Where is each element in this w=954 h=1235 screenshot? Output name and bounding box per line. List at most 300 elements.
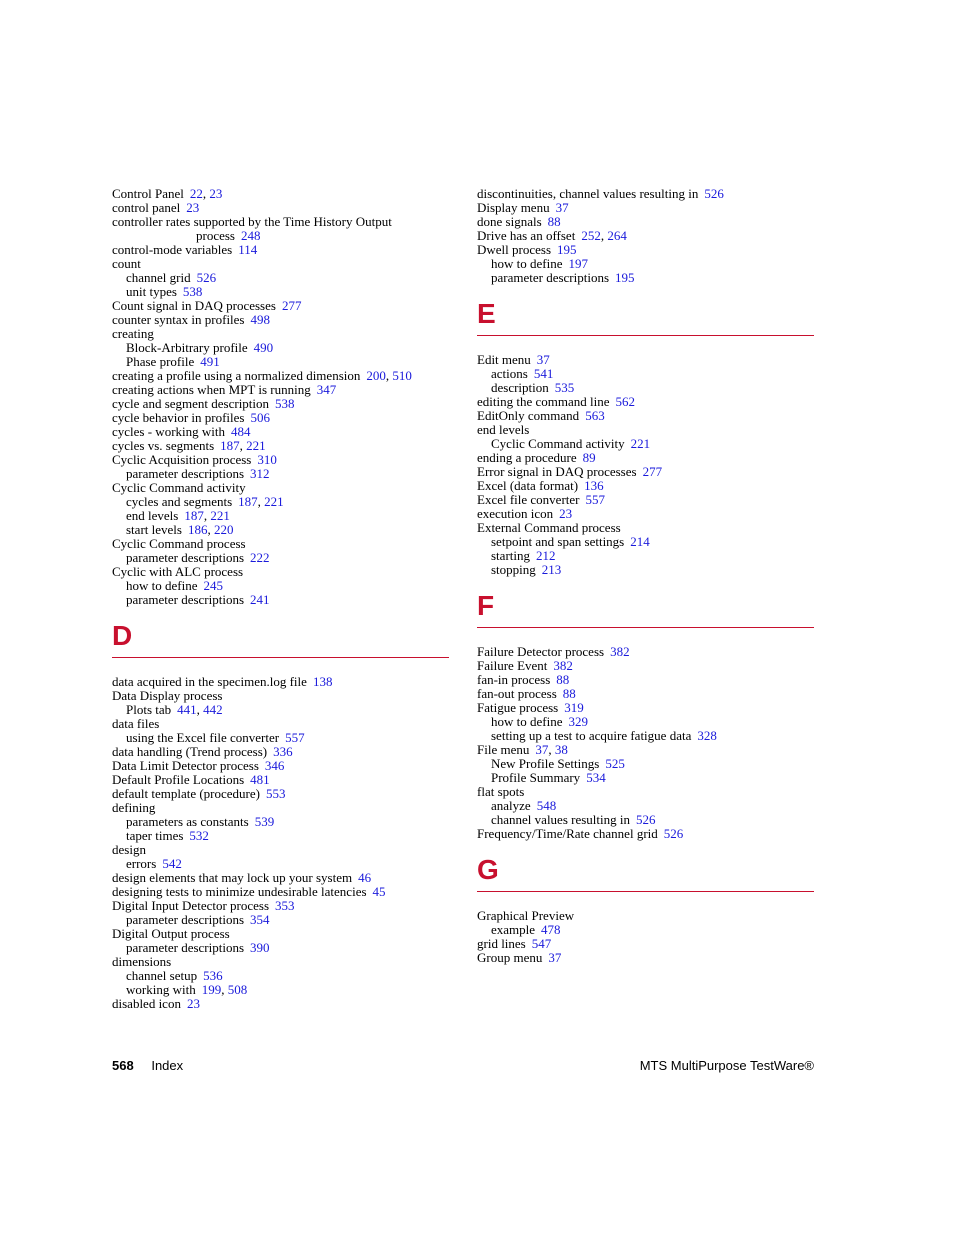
index-term: New Profile Settings (491, 756, 600, 771)
index-entry (112, 717, 452, 731)
index-term: parameter descriptions (126, 912, 245, 927)
index-term: Excel (data format) (477, 478, 579, 493)
index-term: Failure Event (477, 658, 548, 673)
index-term: Phase profile (126, 354, 195, 369)
page-link[interactable]: 221 (210, 508, 230, 523)
index-subentry (112, 593, 452, 607)
index-subentry (477, 757, 817, 771)
index-entry (112, 327, 452, 341)
page-references (273, 744, 293, 759)
index-entry (112, 997, 452, 1011)
index-term: Block-Arbitrary profile (126, 340, 248, 355)
page-references (568, 714, 588, 729)
page-references (266, 786, 286, 801)
index-letter-heading: G (477, 855, 814, 892)
page-link[interactable]: 490 (253, 340, 274, 355)
index-subentry (112, 815, 452, 829)
index-term: how to define (491, 714, 563, 729)
page-references (535, 742, 568, 757)
page-references (548, 214, 561, 229)
index-term: editing the command line (477, 394, 610, 409)
index-term: channel grid (126, 270, 191, 285)
index-term: External Command process (477, 520, 621, 535)
index-subentry (477, 563, 817, 577)
index-term: unit types (126, 284, 177, 299)
page-link[interactable]: 221 (630, 436, 651, 451)
index-subentry (112, 271, 452, 285)
page-link[interactable]: 37 (536, 352, 550, 367)
page-link[interactable]: 37 (555, 200, 569, 215)
page-link[interactable]: 213 (541, 562, 562, 577)
index-subentry (112, 355, 452, 369)
page-link[interactable]: 277 (281, 298, 302, 313)
page-link[interactable]: 23 (559, 506, 573, 521)
index-entry (477, 785, 817, 799)
index-letter-heading: F (477, 591, 814, 628)
index-term: discontinuities, channel values resulting in (477, 186, 699, 201)
page-link[interactable]: 136 (584, 478, 604, 493)
page-link[interactable]: 553 (265, 786, 286, 801)
page-link[interactable]: 354 (250, 912, 270, 927)
index-term: controller rates supported by the Time History Output (112, 214, 392, 229)
page-separator: , (203, 508, 211, 523)
page-link[interactable]: 200 (366, 368, 386, 383)
index-term: cycles vs. segments (112, 438, 215, 453)
index-entry (477, 521, 817, 535)
page-references (254, 340, 274, 355)
index-term: parameter descriptions (126, 466, 245, 481)
index-term: creating a profile using a normalized dimension (112, 368, 361, 383)
page-link[interactable]: 491 (200, 354, 220, 369)
page-link[interactable]: 312 (250, 466, 270, 481)
page-references (610, 644, 630, 659)
page-link[interactable]: 441 (177, 702, 197, 717)
page-link[interactable]: 187 (238, 494, 258, 509)
index-entry (477, 229, 817, 243)
page-references (238, 242, 257, 257)
page-references (313, 674, 333, 689)
index-term-continuation (112, 229, 432, 243)
page-references (605, 756, 625, 771)
index-term: design (112, 842, 146, 857)
page-link[interactable]: 548 (536, 798, 557, 813)
index-subentry (112, 523, 452, 537)
index-term: Dwell process (477, 242, 552, 257)
page-link[interactable]: 382 (610, 644, 630, 659)
index-subentry (477, 813, 817, 827)
page-references (537, 352, 550, 367)
page-separator: , (600, 228, 608, 243)
page-references (553, 658, 573, 673)
index-term: working with (126, 982, 196, 997)
page-references (250, 940, 270, 955)
section-name: Index (151, 1058, 184, 1073)
index-term: ending a procedure (477, 450, 577, 465)
index-entry (112, 425, 452, 439)
page-link[interactable]: 336 (273, 744, 293, 759)
index-term: Cyclic Command activity (112, 480, 246, 495)
page-references (250, 550, 270, 565)
page-link[interactable]: 88 (562, 686, 576, 701)
page-separator: , (548, 742, 555, 757)
index-term: cycle behavior in profiles (112, 410, 245, 425)
index-term: count (112, 256, 141, 271)
page-link[interactable]: 547 (531, 936, 552, 951)
page-references (250, 592, 270, 607)
page-link[interactable]: 508 (227, 982, 248, 997)
page-references (532, 936, 552, 951)
index-term: data acquired in the specimen.log file (112, 674, 307, 689)
index-entry (477, 409, 817, 423)
index-term: Digital Output process (112, 926, 230, 941)
page-references (177, 702, 223, 717)
page-link[interactable]: 195 (615, 270, 635, 285)
page-link[interactable]: 89 (582, 450, 596, 465)
page-references (556, 200, 569, 215)
index-term: setting up a test to acquire fatigue data (491, 728, 692, 743)
page-references (188, 522, 234, 537)
index-entry (477, 395, 817, 409)
index-subentry (112, 703, 452, 717)
index-entry (477, 201, 817, 215)
index-entry (112, 801, 452, 815)
page-link[interactable]: 241 (250, 592, 270, 607)
page-link[interactable]: 532 (189, 828, 209, 843)
index-entry (112, 201, 452, 215)
page-link[interactable]: 536 (203, 968, 223, 983)
product-name: MTS MultiPurpose TestWare® (639, 1058, 814, 1073)
index-term: default template (procedure) (112, 786, 260, 801)
page-link[interactable]: 277 (642, 464, 663, 479)
index-term: end levels (477, 422, 530, 437)
page-references (250, 772, 270, 787)
page-link[interactable]: 328 (697, 728, 717, 743)
index-entry (477, 673, 817, 687)
index-subentry (477, 715, 817, 729)
index-term: counter syntax in profiles (112, 312, 245, 327)
index-term: Control Panel (112, 186, 184, 201)
page-references (556, 672, 569, 687)
index-entry (112, 397, 452, 411)
page-link[interactable]: 114 (238, 242, 258, 257)
index-term: parameter descriptions (126, 940, 245, 955)
page-link[interactable]: 484 (231, 424, 251, 439)
page-link[interactable]: 23 (209, 186, 223, 201)
index-term: channel setup (126, 968, 198, 983)
index-subentry (112, 829, 452, 843)
page-link[interactable]: 541 (533, 366, 554, 381)
page-link[interactable]: 248 (241, 228, 261, 243)
index-entry (477, 465, 817, 479)
index-term: Graphical Preview (477, 908, 575, 923)
page-link[interactable]: 562 (615, 394, 635, 409)
index-entry (112, 871, 452, 885)
page-link[interactable]: 214 (630, 534, 650, 549)
index-term: disabled icon (112, 996, 181, 1011)
page-references (282, 298, 302, 313)
page-number: 568 (112, 1058, 134, 1073)
page-link[interactable]: 37 (548, 950, 562, 965)
index-term: Count signal in DAQ processes (112, 298, 276, 313)
page-references (317, 382, 337, 397)
index-entry (477, 215, 817, 229)
index-subentry (112, 495, 452, 509)
index-entry (477, 353, 817, 367)
page-link[interactable]: 46 (358, 870, 372, 885)
page-references (581, 228, 627, 243)
index-letter-heading: D (112, 621, 449, 658)
page-link[interactable]: 23 (186, 996, 200, 1011)
index-entry (477, 493, 817, 507)
index-term: File menu (477, 742, 530, 757)
index-term: example (491, 922, 536, 937)
index-term: defining (112, 800, 156, 815)
index-letter-heading: E (477, 299, 814, 336)
index-entry (112, 565, 452, 579)
page-references (265, 758, 285, 773)
page-references (583, 450, 596, 465)
page-link[interactable]: 221 (246, 438, 266, 453)
index-term: actions (491, 366, 528, 381)
page-references (285, 730, 305, 745)
page-references (636, 812, 656, 827)
index-term: parameter descriptions (126, 550, 245, 565)
index-term: done signals (477, 214, 542, 229)
page-separator: , (239, 438, 247, 453)
page-references (162, 856, 182, 871)
index-subentry (477, 549, 817, 563)
page-link[interactable]: 245 (203, 578, 223, 593)
page-references (542, 562, 562, 577)
index-term: creating actions when MPT is running (112, 382, 311, 397)
index-term: Cyclic Command activity (491, 436, 625, 451)
index-subentry (112, 969, 452, 983)
index-subentry (112, 941, 452, 955)
index-term: execution icon (477, 506, 554, 521)
index-entry (112, 369, 452, 383)
index-term: Display menu (477, 200, 550, 215)
index-entry (112, 257, 452, 271)
page-references (564, 700, 584, 715)
page-references (203, 578, 223, 593)
index-term: stopping (491, 562, 536, 577)
index-term: EditOnly command (477, 408, 580, 423)
index-term: Digital Input Detector process (112, 898, 270, 913)
page-references (555, 380, 575, 395)
page-link[interactable]: 187 (220, 438, 240, 453)
page-link[interactable]: 88 (547, 214, 561, 229)
index-term: Edit menu (477, 352, 531, 367)
page-separator: , (202, 186, 210, 201)
index-entry (477, 743, 817, 757)
page-link[interactable]: 186 (187, 522, 208, 537)
page-link[interactable]: 526 (196, 270, 217, 285)
page-link[interactable]: 187 (184, 508, 204, 523)
page-references (704, 186, 724, 201)
index-subentry (477, 257, 817, 271)
page-link[interactable]: 37 (535, 742, 549, 757)
page-references (250, 410, 270, 425)
index-term: channel values resulting in (491, 812, 630, 827)
index-entry (112, 187, 452, 201)
page-link[interactable]: 534 (586, 770, 606, 785)
index-subentry (477, 923, 817, 937)
index-entry (112, 885, 452, 899)
index-subentry (112, 285, 452, 299)
page-link[interactable]: 390 (250, 940, 270, 955)
page-link[interactable]: 346 (264, 758, 285, 773)
index-entry (112, 759, 452, 773)
page-link[interactable]: 557 (285, 730, 305, 745)
page-references (220, 438, 266, 453)
index-entry (477, 909, 817, 923)
index-subentry (477, 535, 817, 549)
page-link[interactable]: 319 (564, 700, 584, 715)
page-link[interactable]: 538 (182, 284, 203, 299)
page-link[interactable]: 525 (605, 756, 625, 771)
page-link[interactable]: 23 (186, 200, 200, 215)
page-references (250, 466, 270, 481)
index-term: Data Limit Detector process (112, 758, 259, 773)
index-term: setpoint and span settings (491, 534, 625, 549)
page-link[interactable]: 563 (585, 408, 605, 423)
index-entry (477, 507, 817, 521)
page-references (184, 508, 230, 523)
page-separator: , (221, 982, 228, 997)
index-term: Cyclic Acquisition process (112, 452, 252, 467)
index-entry (112, 453, 452, 467)
page-references (536, 548, 556, 563)
page-references (257, 452, 277, 467)
page-separator: , (257, 494, 265, 509)
index-subentry (112, 913, 452, 927)
page-references (203, 968, 223, 983)
page-link[interactable]: 539 (254, 814, 275, 829)
index-entry (112, 773, 452, 787)
page-link[interactable]: 478 (541, 922, 561, 937)
page-references (616, 394, 636, 409)
page-link[interactable]: 195 (557, 242, 577, 257)
page-link[interactable]: 382 (553, 658, 573, 673)
index-term: how to define (491, 256, 563, 271)
page-link[interactable]: 199 (201, 982, 222, 997)
index-term: Excel file converter (477, 492, 580, 507)
index-term: cycles and segments (126, 494, 233, 509)
page-link[interactable]: 506 (250, 410, 270, 425)
page-references (186, 200, 199, 215)
page-link[interactable]: 535 (554, 380, 575, 395)
index-term: fan-out process (477, 686, 557, 701)
page-link[interactable]: 526 (704, 186, 724, 201)
index-entry (112, 745, 452, 759)
page-references (183, 284, 203, 299)
page-link[interactable]: 481 (250, 772, 270, 787)
index-term: flat spots (477, 784, 525, 799)
index-term: control-mode variables (112, 242, 233, 257)
index-term: description (491, 380, 549, 395)
page-link[interactable]: 22 (189, 186, 203, 201)
page-link[interactable]: 45 (372, 884, 386, 899)
index-entry (112, 843, 452, 857)
index-subentry (477, 437, 817, 451)
index-entry (112, 215, 432, 243)
page-link[interactable]: 510 (392, 368, 412, 383)
page-references (631, 436, 651, 451)
page-link[interactable]: 222 (250, 550, 270, 565)
index-term: Cyclic with ALC process (112, 564, 244, 579)
index-subentry (112, 857, 452, 871)
index-entry (112, 299, 452, 313)
index-subentry (477, 367, 817, 381)
page-link[interactable]: 347 (316, 382, 337, 397)
index-entry (112, 243, 452, 257)
index-subentry (477, 771, 817, 785)
page-references (231, 424, 251, 439)
index-term: designing tests to minimize undesirable latencies (112, 884, 367, 899)
page-link[interactable]: 264 (607, 228, 627, 243)
page-link[interactable]: 138 (312, 674, 333, 689)
page-link[interactable]: 310 (257, 452, 277, 467)
page-references (190, 186, 223, 201)
page-footer (112, 1058, 814, 1074)
page-references (275, 396, 295, 411)
page-references (615, 270, 635, 285)
index-entry (477, 451, 817, 465)
index-entry (477, 701, 817, 715)
index-entry (112, 899, 452, 913)
page-separator: , (385, 368, 393, 383)
index-entry (112, 787, 452, 801)
page-references (541, 922, 561, 937)
page-link[interactable]: 88 (556, 672, 570, 687)
page-link[interactable]: 498 (250, 312, 270, 327)
page-link[interactable]: 526 (663, 826, 684, 841)
index-term: dimensions (112, 954, 172, 969)
index-entry (477, 827, 817, 841)
index-entry (112, 439, 452, 453)
page-link[interactable]: 220 (213, 522, 234, 537)
index-entry (477, 243, 817, 257)
page-references (275, 898, 295, 913)
page-link[interactable]: 221 (264, 494, 284, 509)
index-column-left (112, 187, 452, 1011)
page-link[interactable]: 442 (203, 702, 223, 717)
page-references (358, 870, 371, 885)
page-link[interactable]: 538 (275, 396, 295, 411)
index-subentry (112, 579, 452, 593)
page-references (537, 798, 557, 813)
page-link[interactable]: 329 (568, 714, 588, 729)
page-link[interactable]: 212 (536, 548, 556, 563)
page-link[interactable]: 38 (554, 742, 568, 757)
index-term: data files (112, 716, 160, 731)
index-subentry (112, 731, 452, 745)
page-link[interactable]: 526 (636, 812, 656, 827)
page-link[interactable]: 353 (275, 898, 295, 913)
page-separator: , (196, 702, 204, 717)
index-term: Data Display process (112, 688, 223, 703)
index-subentry (112, 509, 452, 523)
page-link[interactable]: 557 (585, 492, 605, 507)
page-link[interactable]: 542 (162, 856, 182, 871)
page-references (563, 686, 576, 701)
page-link[interactable]: 252 (581, 228, 601, 243)
index-entry (112, 537, 452, 551)
index-subentry (477, 381, 817, 395)
index-term: Error signal in DAQ processes (477, 464, 637, 479)
page-link[interactable]: 197 (568, 256, 588, 271)
index-entry (112, 955, 452, 969)
